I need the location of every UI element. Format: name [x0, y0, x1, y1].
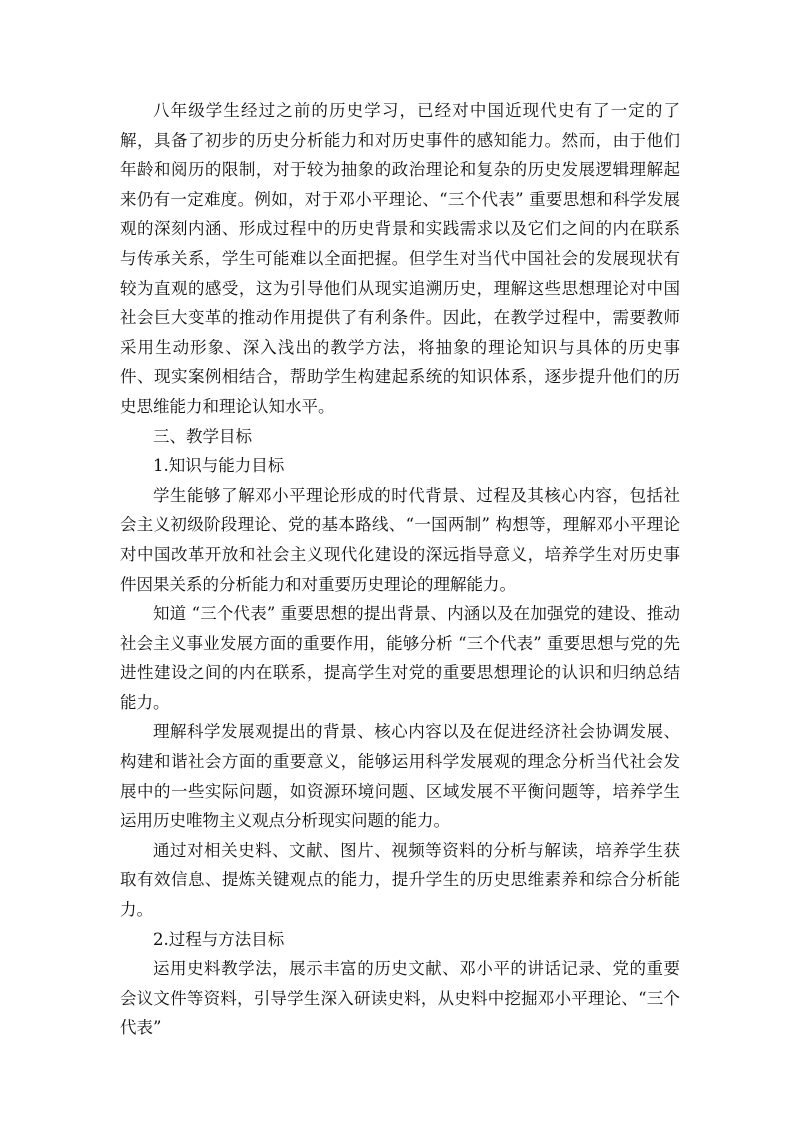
paragraph-three-represents: 知道 “三个代表” 重要思想的提出背景、内涵以及在加强党的建设、推动社会主义事业发展方面的重要作用，能够分析 “三个代表” 重要思想与党的先进性建设之间的内在联系，提高学生对党的重要思想理论的认识和归纳总结能力。 — [120, 604, 680, 712]
subheading-knowledge-ability: 1.知识与能力目标 — [153, 456, 285, 476]
subheading-process-method: 2.过程与方法目标 — [153, 929, 285, 949]
document-page — [120, 96, 680, 1043]
paragraph-deng-theory: 学生能够了解邓小平理论形成的时代背景、过程及其核心内容，包括社会主义初级阶段理论、党的基本路线、“一国两制” 构想等，理解邓小平理论对中国改革开放和社会主义现代化建设的深远指导意义，培养学生对历史事件因果关系的分析能力和对重要历史理论的理解能力。 — [120, 485, 680, 594]
paragraph-source-analysis: 通过对相关史料、文献、图片、视频等资料的分析与解读，培养学生获取有效信息、提炼关键观点的能力，提升学生的历史思维素养和综合分析能力。 — [120, 840, 680, 920]
section-heading-teaching-goals: 三、教学目标 — [153, 426, 252, 446]
paragraph-scientific-development: 理解科学发展观提出的背景、核心内容以及在促进经济社会协调发展、构建和谐社会方面的重要意义，能够运用科学发展观的理念分析当代社会发展中的一些实际问题，如资源环境问题、区域发展不平衡问题等，培养学生运用历史唯物主义观点分析现实问题的能力。 — [120, 722, 680, 831]
paragraph-historical-materials: 运用史料教学法，展示丰富的历史文献、邓小平的讲话记录、党的重要会议文件等资料，引导学生深入研读史料，从史料中挖掘邓小平理论、“三个代表” — [120, 959, 680, 1038]
paragraph-student-analysis: 八年级学生经过之前的历史学习，已经对中国近现代史有了一定的了解，具备了初步的历史分析能力和对历史事件的感知能力。然而，由于他们年龄和阅历的限制，对于较为抽象的政治理论和复杂的历史发展逻辑理解起来仍有一定难度。例如，对于邓小平理论、“三个代表” 重要思想和科学发展观的深刻内涵、形成过程中的历史背景和实践需求以及它们之间的内在联系与传承关系，学生可能难以全面把握。但学生对当代中国社会的发展现状有较为直观的感受，这为引导他们从现实追溯历史，理解这些思想理论对中国社会巨大变革的推动作用提供了有利条件。因此，在教学过程中，需要教师采用生动形象、深入浅出的教学方法，将抽象的理论知识与具体的历史事件、现实案例相结合，帮助学生构建起系统的知识体系，逐步提升他们的历史思维能力和理论认知水平。 — [120, 101, 680, 416]
